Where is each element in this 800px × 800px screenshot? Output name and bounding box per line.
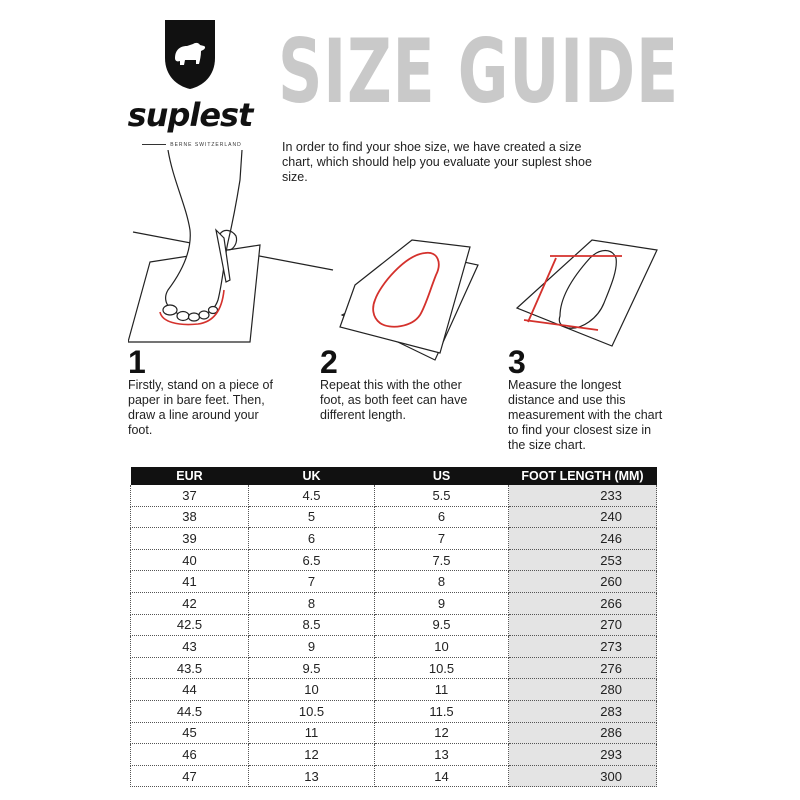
cell-us: 7	[375, 528, 509, 550]
cell-eur: 45	[131, 722, 249, 744]
cell-eur: 43.5	[131, 657, 249, 679]
cell-eur: 37	[131, 485, 249, 506]
cell-foot-length: 293	[509, 744, 657, 766]
cell-eur: 42.5	[131, 614, 249, 636]
cell-uk: 10.5	[249, 700, 375, 722]
table-header-row	[131, 467, 657, 485]
cell-foot-length: 280	[509, 679, 657, 701]
cell-us: 12	[375, 722, 509, 744]
cell-us: 5.5	[375, 485, 509, 506]
cell-eur: 46	[131, 744, 249, 766]
table-row	[131, 592, 657, 614]
step-number: 3	[508, 344, 526, 380]
cell-foot-length: 273	[509, 636, 657, 658]
cell-us: 10.5	[375, 657, 509, 679]
cell-foot-length: 270	[509, 614, 657, 636]
cell-eur: 47	[131, 765, 249, 787]
cell-foot-length: 286	[509, 722, 657, 744]
table-row	[131, 657, 657, 679]
cell-us: 9	[375, 592, 509, 614]
cell-foot-length: 300	[509, 765, 657, 787]
cell-foot-length: 260	[509, 571, 657, 593]
table-row	[131, 636, 657, 658]
foot-tracing-illustration	[128, 150, 338, 345]
table-row	[131, 614, 657, 636]
cell-uk: 7	[249, 571, 375, 593]
table-row	[131, 722, 657, 744]
cell-uk: 5	[249, 506, 375, 528]
header-eur: EUR	[131, 467, 249, 485]
cell-eur: 41	[131, 571, 249, 593]
step-number: 2	[320, 344, 338, 380]
cell-us: 11	[375, 679, 509, 701]
intro-text: In order to find your shoe size, we have created a size chart, which should help you evaluate your suplest shoe size.	[282, 140, 592, 184]
measurement-illustration	[512, 238, 662, 348]
cell-uk: 9.5	[249, 657, 375, 679]
table-row	[131, 765, 657, 787]
table-row	[131, 700, 657, 722]
bear-shield-icon	[163, 18, 217, 90]
cell-foot-length: 276	[509, 657, 657, 679]
cell-uk: 6	[249, 528, 375, 550]
cell-us: 8	[375, 571, 509, 593]
cell-uk: 6.5	[249, 549, 375, 571]
cell-uk: 9	[249, 636, 375, 658]
cell-eur: 44.5	[131, 700, 249, 722]
cell-us: 13	[375, 744, 509, 766]
page-title: SIZE GUIDE	[278, 20, 679, 123]
cell-us: 14	[375, 765, 509, 787]
table-row	[131, 571, 657, 593]
cell-uk: 8.5	[249, 614, 375, 636]
cell-foot-length: 240	[509, 506, 657, 528]
brand-tagline: BERNE SWITZERLAND	[125, 142, 255, 154]
cell-us: 9.5	[375, 614, 509, 636]
step-2	[320, 346, 468, 423]
cell-eur: 40	[131, 549, 249, 571]
cell-us: 6	[375, 506, 509, 528]
step-number: 1	[128, 344, 146, 380]
cell-eur: 42	[131, 592, 249, 614]
table-row	[131, 485, 657, 506]
cell-foot-length: 266	[509, 592, 657, 614]
cell-us: 7.5	[375, 549, 509, 571]
header-foot-length: FOOT LENGTH (MM)	[509, 467, 657, 485]
step-description: Measure the longest distance and use this measurement with the chart to find your closest size in the size chart.	[508, 378, 663, 452]
cell-uk: 11	[249, 722, 375, 744]
size-chart-table	[130, 467, 657, 787]
cell-eur: 39	[131, 528, 249, 550]
cell-uk: 8	[249, 592, 375, 614]
table-row	[131, 528, 657, 550]
step-3	[508, 346, 663, 453]
cell-uk: 12	[249, 744, 375, 766]
cell-foot-length: 246	[509, 528, 657, 550]
cell-foot-length: 233	[509, 485, 657, 506]
table-row	[131, 744, 657, 766]
cell-foot-length: 283	[509, 700, 657, 722]
table-row	[131, 549, 657, 571]
header-us: US	[375, 467, 509, 485]
cell-uk: 10	[249, 679, 375, 701]
table-row	[131, 506, 657, 528]
cell-us: 11.5	[375, 700, 509, 722]
cell-eur: 44	[131, 679, 249, 701]
cell-foot-length: 253	[509, 549, 657, 571]
brand-name: suplest	[127, 96, 253, 134]
cell-eur: 38	[131, 506, 249, 528]
cell-us: 10	[375, 636, 509, 658]
header-uk: UK	[249, 467, 375, 485]
step-description: Firstly, stand on a piece of paper in bare feet. Then, draw a line around your foot.	[128, 378, 273, 437]
table-row	[131, 679, 657, 701]
cell-uk: 4.5	[249, 485, 375, 506]
step-1	[128, 346, 276, 438]
cell-eur: 43	[131, 636, 249, 658]
cell-uk: 13	[249, 765, 375, 787]
size-chart-body	[131, 485, 657, 787]
step-description: Repeat this with the other foot, as both feet can have different length.	[320, 378, 468, 422]
